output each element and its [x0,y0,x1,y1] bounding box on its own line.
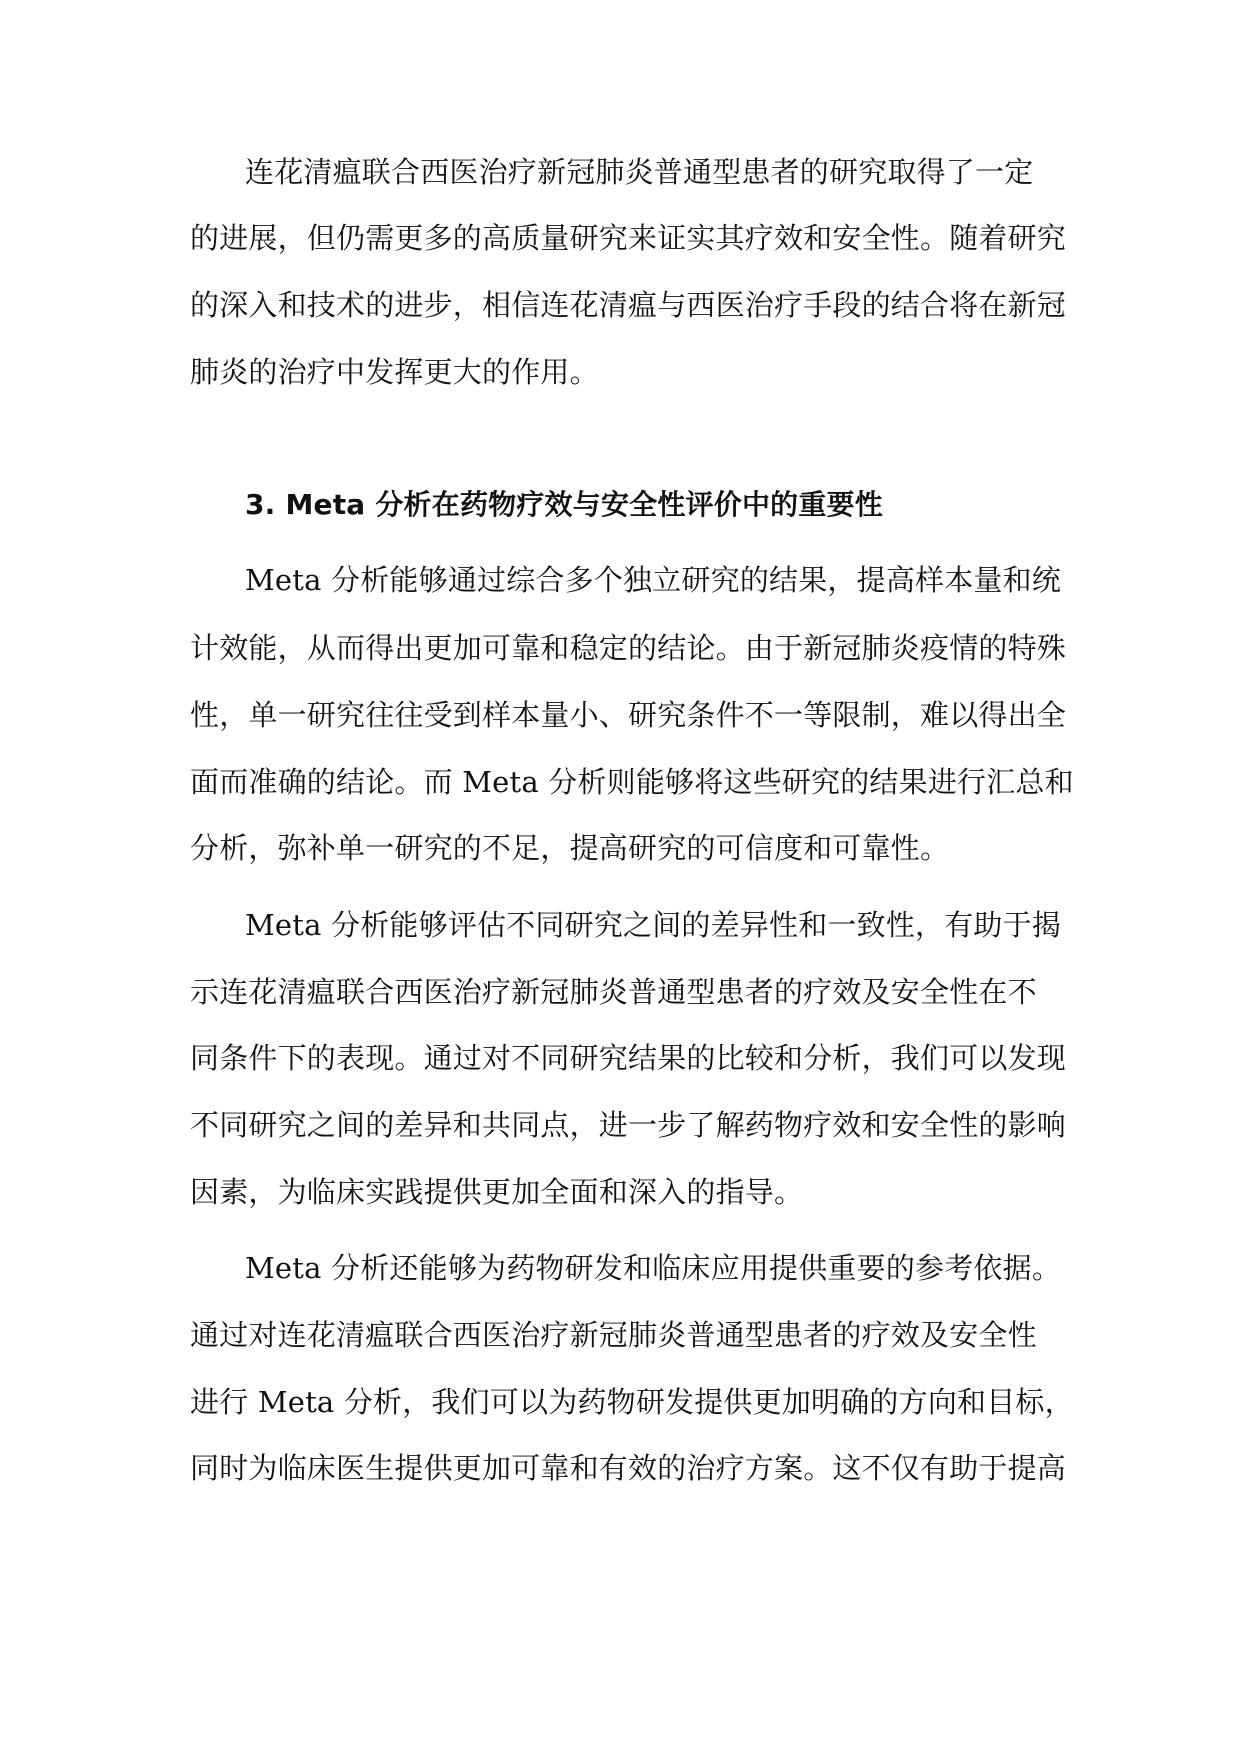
text-line: 的深入和技术的进步，相信连花清瘟与西医治疗手段的结合将在新冠 [190,288,1067,322]
text-line: 因素，为临床实践提供更加全面和深入的指导。 [190,1175,804,1209]
text-line: 通过对连花清瘟联合西医治疗新冠肺炎普通型患者的疗效及安全性 [190,1318,1037,1352]
text-line: 进行 Meta 分析，我们可以为药物研发提供更加明确的方向和目标， [190,1385,1074,1419]
text-line: 不同研究之间的差异和共同点，进一步了解药物疗效和安全性的影响 [190,1108,1067,1142]
text-line: Meta 分析能够评估不同研究之间的差异性和一致性，有助于揭 [245,908,1062,942]
text-line: Meta 分析能够通过综合多个独立研究的结果，提高样本量和统 [245,563,1062,597]
text-line: 的进展，但仍需更多的高质量研究来证实其疗效和安全性。随着研究 [190,221,1067,255]
text-line: 连花清瘟联合西医治疗新冠肺炎普通型患者的研究取得了一定 [245,155,1034,189]
text-line: 示连花清瘟联合西医治疗新冠肺炎普通型患者的疗效及安全性在不 [190,975,1037,1009]
text-line: 计效能，从而得出更加可靠和稳定的结论。由于新冠肺炎疫情的特殊 [190,631,1067,665]
text-line: 同条件下的表现。通过对不同研究结果的比较和分析，我们可以发现 [190,1041,1067,1075]
text-line: Meta 分析还能够为药物研发和临床应用提供重要的参考依据。 [245,1251,1062,1285]
text-line: 分析，弥补单一研究的不足，提高研究的可信度和可靠性。 [190,831,950,865]
section-heading: 3. Meta 分析在药物疗效与安全性评价中的重要性 [245,488,883,521]
text-line: 同时为临床医生提供更加可靠和有效的治疗方案。这不仅有助于提高 [190,1451,1067,1485]
text-line: 肺炎的治疗中发挥更大的作用。 [190,355,599,389]
text-line: 性，单一研究往往受到样本量小、研究条件不一等限制，难以得出全 [190,698,1067,732]
text-line: 面而准确的结论。而 Meta 分析则能够将这些研究的结果进行汇总和 [190,765,1074,799]
